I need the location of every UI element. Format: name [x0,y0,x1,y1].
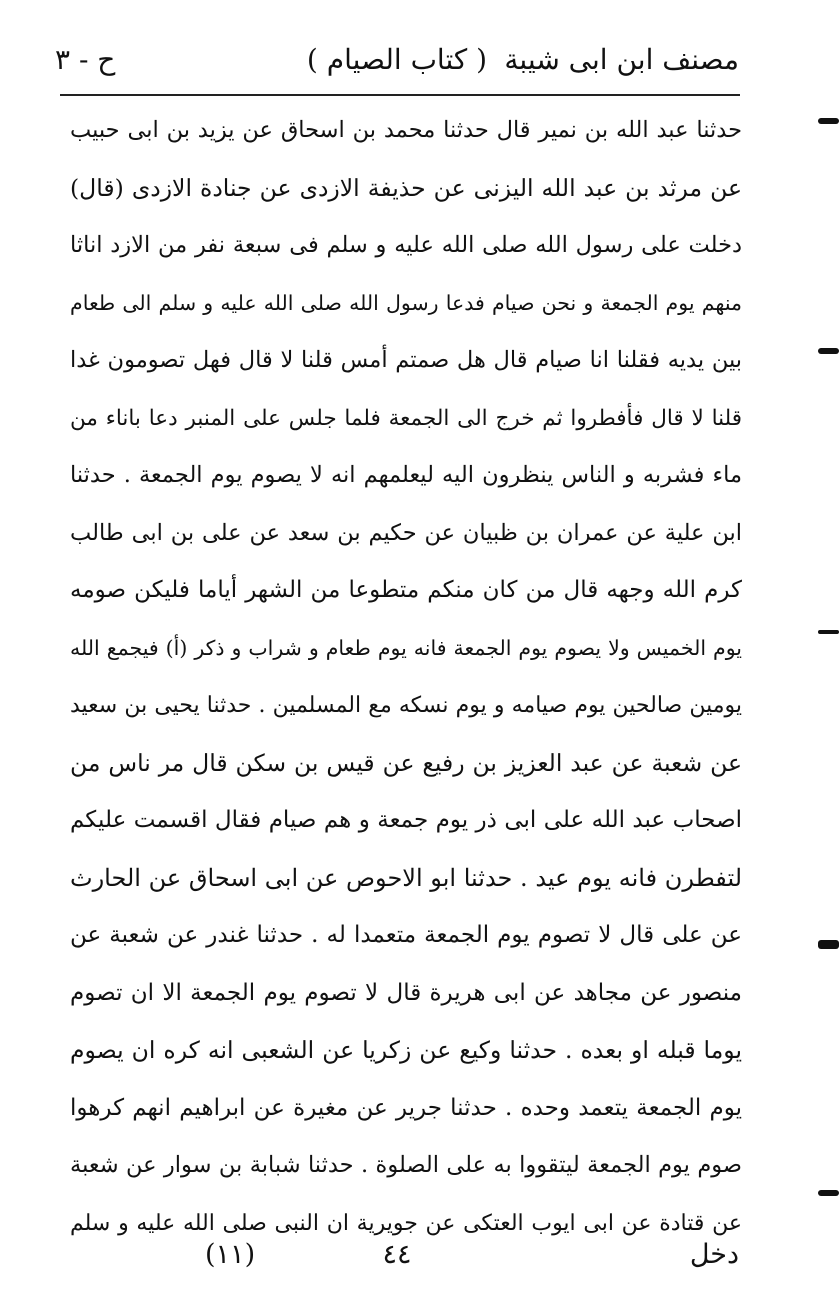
scan-edge-mark [818,940,839,949]
catchword: دخل [689,1239,739,1270]
scan-edge-mark [818,1190,839,1196]
text-line: عن على قال لا تصوم يوم الجمعة متعمدا له . حدثنا غندر عن شعبة عن [70,922,742,948]
scan-edge-mark [818,630,839,634]
text-line: يومين صالحين يوم صيامه و يوم نسكه مع المسلمين . حدثنا يحيى بن سعيد [70,693,742,718]
text-line: عن شعبة عن عبد العزيز بن رفيع عن قيس بن سكن قال مر ناس من [70,748,742,777]
part-number: ح - ٣ [55,43,116,76]
scan-edge-mark [818,348,839,354]
text-line: حدثنا عبد الله بن نمير قال حدثنا محمد بن اسحاق عن يزيد بن ابى حبيب [70,117,742,143]
text-line: قلنا لا قال فأفطروا ثم خرج الى الجمعة فلما جلس على المنبر دعا باناء من [70,405,742,431]
text-line: اصحاب عبد الله على ابى ذر يوم جمعة و هم صيام فقال اقسمت عليكم [70,807,742,833]
page-number: ٤٤ [382,1239,412,1270]
text-line: بين يديه فقلنا انا صيام قال هل صمتم أمس قلنا لا قال فهل تصومون غدا [70,347,742,373]
scan-edge-mark [818,118,839,124]
main-text-block [70,102,742,1252]
header-rule [60,94,740,96]
text-line: ابن علية عن عمران بن ظبيان عن حكيم بن سعد عن على بن ابى طالب [70,519,742,546]
text-line: منهم يوم الجمعة و نحن صيام فدعا رسول الله صلى الله عليه و سلم الى طعام [70,290,742,315]
chapter-title: ( كتاب الصيام ) [306,43,488,76]
page-footer [55,1232,739,1278]
text-line: لتفطرن فانه يوم عيد . حدثنا ابو الاحوص عن ابى اسحاق عن الحارث [70,863,742,892]
text-line: عن قتادة عن ابى ايوب العتكى عن جويرية ان النبى صلى الله عليه و سلم [70,1210,742,1236]
text-line: صوم يوم الجمعة ليتقووا به على الصلوة . حدثنا شبابة بن سوار عن شعبة [70,1152,742,1178]
footnote-marker: (١١) [205,1239,256,1270]
running-header [55,40,739,90]
text-line: ماء فشربه و الناس ينظرون اليه ليعلمهم انه لا يصوم يوم الجمعة . حدثنا [70,462,742,488]
text-line: منصور عن مجاهد عن ابى هريرة قال لا تصوم يوم الجمعة الا ان تصوم [70,979,742,1006]
text-line: كرم الله وجهه قال من كان منكم متطوعا من الشهر أياما فليكن صومه [70,577,742,603]
text-line: يوم الجمعة يتعمد وحده . حدثنا جرير عن مغيرة عن ابراهيم انهم كرهوا [70,1094,742,1121]
book-title: مصنف ابن ابى شيبة [504,43,739,76]
text-line: يوم الخميس ولا يصوم يوم الجمعة فانه يوم طعام و شراب و ذكر (أ) فيجمع الله [70,635,742,660]
text-line: عن مرثد بن عبد الله اليزنى عن حذيفة الازدى عن جنادة الازدى (قال) [70,173,742,202]
text-line: دخلت على رسول الله صلى الله عليه و سلم فى سبعة نفر من الازد اناثا [70,232,742,258]
text-line: يوما قبله او بعده . حدثنا وكيع عن زكريا عن الشعبى انه كره ان يصوم [70,1036,742,1064]
